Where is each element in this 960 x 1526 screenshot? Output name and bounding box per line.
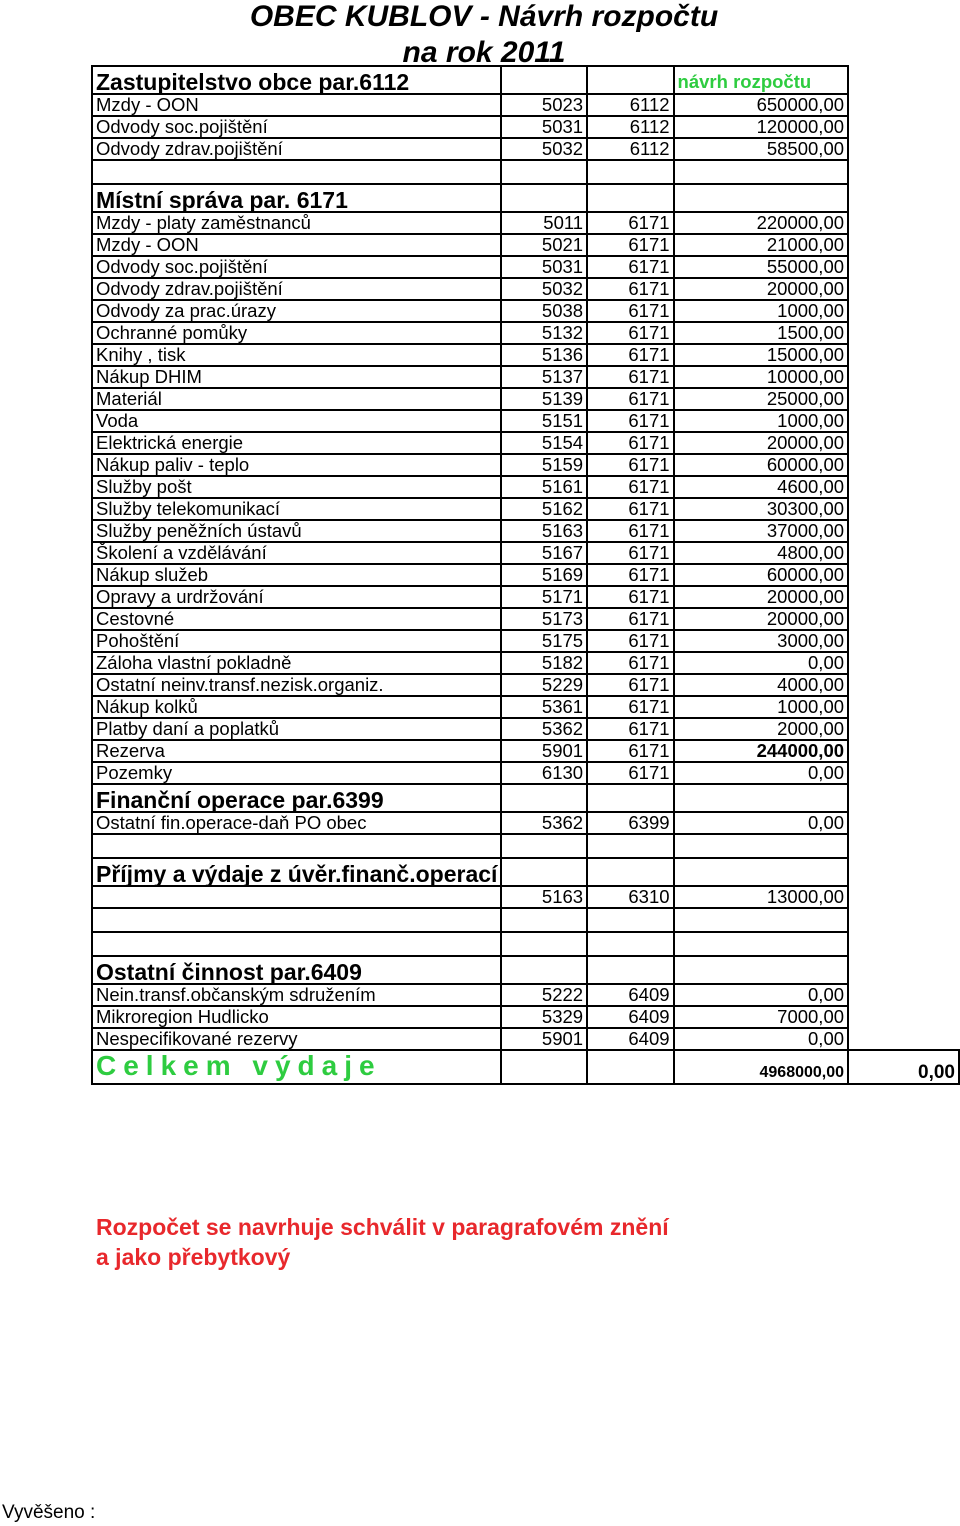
item-code: 5901 [501, 740, 587, 762]
item-label: Ostatní fin.operace-daň PO obec [92, 812, 501, 834]
item-label: Elektrická energie [92, 432, 501, 454]
empty-cell [674, 908, 848, 932]
paragraph-code: 6171 [587, 542, 673, 564]
item-code: 5032 [501, 138, 587, 160]
item-label: Cestovné [92, 608, 501, 630]
budget-row [92, 630, 959, 652]
empty-cell [501, 908, 587, 932]
paragraph-code: 6112 [587, 116, 673, 138]
budget-row [92, 432, 959, 454]
blank-row [92, 160, 959, 184]
item-code: 5032 [501, 278, 587, 300]
item-label: Nákup kolků [92, 696, 501, 718]
item-code: 5163 [501, 886, 587, 908]
item-code: 5182 [501, 652, 587, 674]
item-amount: 650000,00 [674, 94, 848, 116]
budget-row [92, 212, 959, 234]
budget-row [92, 498, 959, 520]
item-label [92, 886, 501, 908]
item-label: Platby daní a poplatků [92, 718, 501, 740]
budget-row [92, 674, 959, 696]
paragraph-code [587, 858, 673, 886]
budget-row [92, 812, 959, 834]
paragraph-code: 6171 [587, 608, 673, 630]
item-code: 5175 [501, 630, 587, 652]
empty-cell [587, 160, 673, 184]
paragraph-code: 6171 [587, 652, 673, 674]
section-title: Místní správa par. 6171 [92, 184, 501, 212]
paragraph-code: 6171 [587, 212, 673, 234]
blank-row [92, 908, 959, 932]
item-amount: 120000,00 [674, 116, 848, 138]
item-amount: 220000,00 [674, 212, 848, 234]
paragraph-code: 6171 [587, 278, 673, 300]
paragraph-code [587, 66, 673, 94]
section-title: Ostatní činnost par.6409 [92, 956, 501, 984]
item-code: 5021 [501, 234, 587, 256]
paragraph-code: 6171 [587, 322, 673, 344]
paragraph-code: 6171 [587, 234, 673, 256]
item-amount: 1000,00 [674, 300, 848, 322]
item-amount [674, 184, 848, 212]
section-header-row [92, 784, 959, 812]
paragraph-code: 6409 [587, 1006, 673, 1028]
paragraph-code: 6171 [587, 388, 673, 410]
item-code: 5154 [501, 432, 587, 454]
item-label: Záloha vlastní pokladně [92, 652, 501, 674]
document-subtitle: na rok 2011 [402, 36, 566, 69]
item-label: Odvody zdrav.pojištění [92, 138, 501, 160]
item-label: Materiál [92, 388, 501, 410]
section-title: Příjmy a výdaje z úvěr.finanč.operací [92, 858, 501, 886]
item-amount: 60000,00 [674, 564, 848, 586]
empty-cell [92, 160, 501, 184]
budget-row [92, 344, 959, 366]
section-header-row [92, 184, 959, 212]
item-code [501, 858, 587, 886]
budget-row [92, 652, 959, 674]
item-code: 5171 [501, 586, 587, 608]
item-label: Služby pošt [92, 476, 501, 498]
item-amount: 37000,00 [674, 520, 848, 542]
item-label: Nákup paliv - teplo [92, 454, 501, 476]
item-code: 5038 [501, 300, 587, 322]
empty-cell [587, 932, 673, 956]
budget-row [92, 520, 959, 542]
budget-row [92, 886, 959, 908]
paragraph-code: 6171 [587, 454, 673, 476]
paragraph-code [587, 956, 673, 984]
paragraph-code [587, 184, 673, 212]
item-code: 5222 [501, 984, 587, 1006]
item-code: 5136 [501, 344, 587, 366]
item-label: Odvody zdrav.pojištění [92, 278, 501, 300]
item-code: 5159 [501, 454, 587, 476]
item-label: Opravy a urdržování [92, 586, 501, 608]
item-amount [674, 858, 848, 886]
budget-row [92, 322, 959, 344]
paragraph-code: 6409 [587, 1028, 673, 1050]
item-amount: 20000,00 [674, 432, 848, 454]
item-label: Knihy , tisk [92, 344, 501, 366]
item-label: Mzdy - OON [92, 94, 501, 116]
item-code: 5023 [501, 94, 587, 116]
paragraph-code: 6171 [587, 718, 673, 740]
total-label: Celkem výdaje [92, 1050, 501, 1084]
approval-note-line2: a jako přebytkový [96, 1244, 291, 1270]
budget-row [92, 762, 959, 784]
empty-cell [587, 834, 673, 858]
section-header-row [92, 66, 959, 94]
posted-label: Vyvěšeno : [2, 1502, 96, 1523]
budget-row [92, 278, 959, 300]
item-code: 5173 [501, 608, 587, 630]
paragraph-code: 6171 [587, 432, 673, 454]
item-amount: 20000,00 [674, 586, 848, 608]
empty-cell [674, 932, 848, 956]
item-label: Pozemky [92, 762, 501, 784]
empty-cell [674, 160, 848, 184]
paragraph-code: 6171 [587, 674, 673, 696]
budget-row [92, 300, 959, 322]
item-code: 5031 [501, 256, 587, 278]
item-code [501, 184, 587, 212]
budget-row [92, 1028, 959, 1050]
item-amount [674, 784, 848, 812]
item-amount: 0,00 [674, 1028, 848, 1050]
paragraph-code: 6171 [587, 740, 673, 762]
paragraph-code: 6112 [587, 138, 673, 160]
item-amount: 0,00 [674, 762, 848, 784]
paragraph-code: 6171 [587, 300, 673, 322]
budget-row [92, 984, 959, 1006]
item-amount: 21000,00 [674, 234, 848, 256]
item-amount: 30300,00 [674, 498, 848, 520]
empty-cell [92, 908, 501, 932]
item-amount: 1500,00 [674, 322, 848, 344]
item-amount: 0,00 [674, 984, 848, 1006]
paragraph-code: 6171 [587, 410, 673, 432]
budget-row [92, 116, 959, 138]
budget-row [92, 388, 959, 410]
paragraph-code: 6171 [587, 564, 673, 586]
item-label: Ostatní neinv.transf.nezisk.organiz. [92, 674, 501, 696]
budget-row [92, 410, 959, 432]
budget-row [92, 256, 959, 278]
item-label: Odvody soc.pojištění [92, 116, 501, 138]
item-label: Nákup služeb [92, 564, 501, 586]
budget-row [92, 454, 959, 476]
item-code: 5329 [501, 1006, 587, 1028]
paragraph-code: 6399 [587, 812, 673, 834]
paragraph-code: 6171 [587, 498, 673, 520]
budget-row [92, 586, 959, 608]
paragraph-code: 6171 [587, 586, 673, 608]
item-amount: 58500,00 [674, 138, 848, 160]
total-amount: 4968000,00 [674, 1050, 848, 1084]
item-amount: 60000,00 [674, 454, 848, 476]
item-code: 5151 [501, 410, 587, 432]
paragraph-code: 6171 [587, 762, 673, 784]
item-label: Služby telekomunikací [92, 498, 501, 520]
item-label: Nákup DHIM [92, 366, 501, 388]
item-code: 5139 [501, 388, 587, 410]
budget-row [92, 696, 959, 718]
item-label: Rezerva [92, 740, 501, 762]
item-code [501, 956, 587, 984]
budget-row [92, 1006, 959, 1028]
item-amount: 2000,00 [674, 718, 848, 740]
item-amount: 7000,00 [674, 1006, 848, 1028]
blank-row [92, 834, 959, 858]
empty-cell [501, 834, 587, 858]
section-header-row [92, 858, 959, 886]
budget-row [92, 94, 959, 116]
item-label: Mikroregion Hudlicko [92, 1006, 501, 1028]
item-code [501, 66, 587, 94]
item-amount: 15000,00 [674, 344, 848, 366]
paragraph-code: 6112 [587, 94, 673, 116]
item-code: 5229 [501, 674, 587, 696]
budget-row [92, 234, 959, 256]
budget-row [92, 564, 959, 586]
item-amount: návrh rozpočtu [674, 66, 848, 94]
item-amount: 3000,00 [674, 630, 848, 652]
item-label: Školení a vzdělávání [92, 542, 501, 564]
section-title: Zastupitelstvo obce par.6112 [92, 66, 501, 94]
item-amount: 0,00 [674, 812, 848, 834]
item-amount: 1000,00 [674, 410, 848, 432]
item-label: Pohoštění [92, 630, 501, 652]
item-code: 5132 [501, 322, 587, 344]
budget-table [91, 65, 960, 1085]
paragraph-code [587, 784, 673, 812]
item-label: Služby peněžních ústavů [92, 520, 501, 542]
item-amount: 244000,00 [674, 740, 848, 762]
item-amount: 20000,00 [674, 278, 848, 300]
item-code: 5362 [501, 718, 587, 740]
item-code: 5167 [501, 542, 587, 564]
blank-row [92, 932, 959, 956]
paragraph-code: 6310 [587, 886, 673, 908]
empty-cell [501, 160, 587, 184]
budget-row [92, 740, 959, 762]
empty-cell [674, 834, 848, 858]
total-extra: 0,00 [848, 1050, 959, 1084]
item-code: 5031 [501, 116, 587, 138]
budget-row [92, 366, 959, 388]
item-amount: 4800,00 [674, 542, 848, 564]
item-code: 6130 [501, 762, 587, 784]
item-code [501, 784, 587, 812]
item-amount: 10000,00 [674, 366, 848, 388]
item-label: Odvody za prac.úrazy [92, 300, 501, 322]
item-code: 5011 [501, 212, 587, 234]
paragraph-code: 6171 [587, 344, 673, 366]
total-row [92, 1050, 959, 1084]
item-amount: 4000,00 [674, 674, 848, 696]
item-code: 5169 [501, 564, 587, 586]
item-amount: 4600,00 [674, 476, 848, 498]
empty-cell [92, 932, 501, 956]
empty-cell [92, 834, 501, 858]
item-amount: 1000,00 [674, 696, 848, 718]
item-amount: 55000,00 [674, 256, 848, 278]
empty-cell [587, 908, 673, 932]
item-code: 5161 [501, 476, 587, 498]
paragraph-code: 6171 [587, 696, 673, 718]
paragraph-code: 6171 [587, 476, 673, 498]
item-code: 5163 [501, 520, 587, 542]
approval-note-line1: Rozpočet se navrhuje schválit v paragrafovém znění [96, 1214, 669, 1240]
item-label: Nespecifikované rezervy [92, 1028, 501, 1050]
empty-cell [501, 932, 587, 956]
budget-row [92, 718, 959, 740]
item-amount [674, 956, 848, 984]
item-code: 5361 [501, 696, 587, 718]
paragraph-code: 6171 [587, 520, 673, 542]
item-label: Voda [92, 410, 501, 432]
item-label: Nein.transf.občanským sdružením [92, 984, 501, 1006]
section-title: Finanční operace par.6399 [92, 784, 501, 812]
budget-row [92, 608, 959, 630]
budget-row [92, 542, 959, 564]
item-code: 5137 [501, 366, 587, 388]
budget-row [92, 138, 959, 160]
item-code: 5162 [501, 498, 587, 520]
paragraph-code: 6171 [587, 630, 673, 652]
item-amount: 25000,00 [674, 388, 848, 410]
document-title: OBEC KUBLOV - Návrh rozpočtu [249, 0, 719, 33]
item-label: Odvody soc.pojištění [92, 256, 501, 278]
item-label: Ochranné pomůky [92, 322, 501, 344]
item-amount: 13000,00 [674, 886, 848, 908]
item-amount: 0,00 [674, 652, 848, 674]
item-label: Mzdy - platy zaměstnanců [92, 212, 501, 234]
item-code: 5362 [501, 812, 587, 834]
paragraph-code: 6171 [587, 256, 673, 278]
item-amount: 20000,00 [674, 608, 848, 630]
paragraph-code: 6171 [587, 366, 673, 388]
item-code: 5901 [501, 1028, 587, 1050]
paragraph-code: 6409 [587, 984, 673, 1006]
budget-row [92, 476, 959, 498]
item-label: Mzdy - OON [92, 234, 501, 256]
section-header-row [92, 956, 959, 984]
